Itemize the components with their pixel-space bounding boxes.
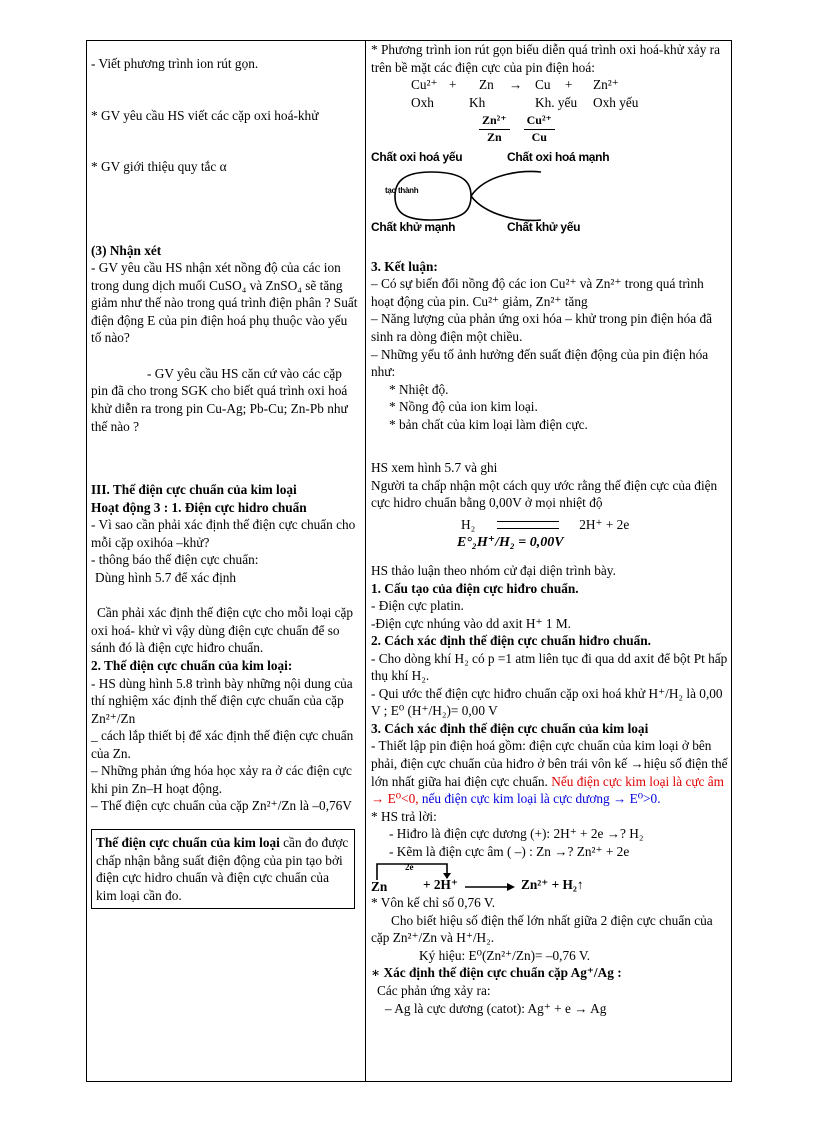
voltmeter-reading: * Vôn kế chỉ số 0,76 V. bbox=[371, 895, 496, 911]
redox-pairs bbox=[371, 113, 729, 146]
role-kh-yeu: Kh. yếu bbox=[535, 94, 578, 110]
c1-acid: -Điện cực nhúng vào dd axit H⁺ 1 M. bbox=[371, 615, 571, 631]
zinc-reaction bbox=[371, 860, 729, 894]
hydrogen-equilibrium bbox=[371, 516, 729, 534]
ion-roles bbox=[371, 94, 729, 112]
reaction-arrow bbox=[465, 882, 515, 892]
label-strong-oxidant: Chất oxi hoá mạnh bbox=[507, 149, 610, 164]
left-l3: * GV giới thiệu quy tắc α bbox=[91, 159, 227, 175]
pair1-num: Zn²⁺ bbox=[479, 113, 510, 130]
hs-answer-hydrogen: - Hiđro là điện cực dương (+): 2H⁺ + 2e →? H₂ bbox=[389, 826, 644, 842]
zn-products: Zn²⁺ + H₂↑ bbox=[521, 877, 584, 893]
definition-term: Thế điện cực chuẩn của kim loại bbox=[96, 834, 280, 850]
section-III-p2: - thông báo thế điện cực chuẩn: bbox=[91, 552, 259, 568]
section-3-p1: - GV yêu cầu HS nhận xét nồng độ của các ion trong dung dịch muối CuSO₄ và ZnSO₄ sẽ tăng giảm như thế nào trong quá trình điện phân ? Suất điện động E của pin điện hoá phụ thuộc vào yếu tố nào? bbox=[91, 260, 358, 346]
section-3-p2: - GV yêu cầu HS căn cứ vào các cặp pin đã cho trong SGK cho biết quá trình oxi hoá khử diễn ra trong pin Cu-Ag; Pb-Cu; Zn-Pb như thế nào ? bbox=[91, 365, 348, 434]
alpha-rule-diagram bbox=[371, 148, 729, 240]
left-l1: - Viết phương trình ion rút gọn. bbox=[91, 56, 259, 71]
section-2-p3: – Những phản ứng hóa học xảy ra ở các điện cực khi pin Zn–H hoạt động. bbox=[91, 763, 352, 796]
c3-positive-rule: nếu điện cực kim loại là cực dương → E⁰>0. bbox=[421, 791, 661, 807]
alpha-cross-curves bbox=[371, 164, 571, 234]
conclusion-1: – Có sự biến đổi nồng độ các ion Cu²⁺ và Zn²⁺ trong quá trình hoạt động của pin. Cu²⁺ giảm, Zn²⁺ tăng bbox=[371, 276, 704, 309]
c1-platinum: - Điện cực platin. bbox=[371, 598, 464, 614]
teacher-column bbox=[91, 55, 359, 919]
role-oxh-yeu: Oxh yếu bbox=[593, 94, 639, 110]
hs-answer: * HS trả lời: bbox=[371, 808, 437, 824]
equilibrium-arrow bbox=[497, 521, 559, 529]
h2-left: H₂ bbox=[461, 516, 476, 532]
c2-h2-flow: - Cho dòng khí H₂ có p =1 atm liên tục đi qua dd axit để bột Pt hấp thụ khí H₂. bbox=[371, 650, 728, 684]
section-III-title: III. Thế điện cực chuẩn của kim loại bbox=[91, 482, 297, 498]
conclusion-2: – Năng lượng của phản ứng oxi hóa – khử trong pin điện hóa đã sinh ra dòng điện một chiều. bbox=[371, 311, 713, 345]
definition-text: cần đo được chấp nhận bằng suất điện động của pin tạo bởi điện cực hidro chuẩn và điện cực chuẩn của kim loại cần đo. bbox=[96, 834, 349, 903]
hydrogen-e0: E°₂H⁺/H₂ = 0,00V bbox=[457, 534, 564, 550]
lesson-table bbox=[86, 40, 732, 1082]
hs-answer-zinc: - Kẽm là điện cực âm ( –) : Zn →? Zn²⁺ + 2e bbox=[389, 843, 630, 859]
section-3-title: (3) Nhận xét bbox=[91, 242, 162, 258]
section-2-p2: _ cách lắp thiết bị để xác định thế điện cực chuẩn của Zn. bbox=[91, 728, 354, 761]
zn-reactant: Zn bbox=[371, 879, 388, 895]
conclusion-3: – Những yếu tố ảnh hưởng đến suất điện động của pin điện hóa như: bbox=[371, 346, 709, 380]
factor-concentration: * Nồng độ của ion kim loại. bbox=[389, 399, 538, 415]
section-2-p1: - HS dùng hình 5.8 trình bày những nội dung của thí nghiệm xác định thế điện cực chuẩn của cặp Zn²⁺/Zn bbox=[91, 675, 353, 726]
role-oxh: Oxh bbox=[411, 94, 434, 110]
ion-plus2: + bbox=[565, 77, 573, 93]
ion-cu: Cu bbox=[535, 77, 551, 93]
c3-setup: - Thiết lập pin điện hoá gồm: điện cực chuẩn của kim loại ở bên phải, điện cực chuẩn của hiđro ở bên trái vôn kế →hiệu số điện thế lớn nhất giữa hai điện cực chuẩn. Nếu điện cực kim loại là cực âm → E⁰<0, nếu điện cực kim loại là cực dương → E⁰>0. bbox=[371, 738, 728, 807]
section-III-p4: Cần phải xác định thế điện cực cho mỗi loại cặp oxi hoá- khử vì vậy dùng điện cực chuẩn để so sánh đó là điện cực hiđro chuẩn. bbox=[91, 605, 354, 656]
section-2-title: 2. Thế điện cực chuẩn của kim loại: bbox=[91, 658, 293, 674]
hs-discuss: HS thảo luận theo nhóm cử đại diện trình bày. bbox=[371, 562, 616, 578]
label-forms: tạo thành bbox=[385, 185, 419, 195]
ion-arrow: → bbox=[509, 77, 523, 93]
label-strong-reductant: Chất khử mạnh bbox=[371, 219, 456, 234]
silver-reactions: Các phản ứng xảy ra: bbox=[377, 983, 491, 998]
ion-plus1: + bbox=[449, 77, 457, 93]
pair2-num: Cu²⁺ bbox=[524, 113, 555, 130]
potential-difference: Cho biết hiệu số điện thế lớn nhất giữa 2 điện cực chuẩn của cặp Zn²⁺/Zn và H⁺/H₂. bbox=[371, 912, 713, 946]
hs-convention: Người ta chấp nhận một cách quy ước rằng thế điện cực của điện cực hidro chuẩn bằng 0,00V ở mọi nhiệt độ bbox=[371, 477, 718, 511]
ion-cu2: Cu²⁺ bbox=[411, 77, 438, 93]
h2-right: 2H⁺ + 2e bbox=[579, 516, 630, 532]
left-l2: * GV yêu cầu HS viết các cặp oxi hoá-khử bbox=[91, 107, 319, 123]
pair2-den: Cu bbox=[531, 130, 547, 145]
factor-material: * bản chất của kim loại làm điện cực. bbox=[389, 416, 588, 432]
ion-equation bbox=[371, 76, 729, 94]
right-r1: * Phương trình ion rút gọn biểu diễn quá trình oxi hoá-khử xảy ra trên bề mặt các điện cực của pin điện hoá: bbox=[371, 42, 721, 75]
c3-title: 3. Cách xác định thế điện cực chuẩn của kim loại bbox=[371, 720, 649, 736]
silver-cathode: – Ag là cực dương (catot): Ag⁺ + e → Ag bbox=[385, 1000, 607, 1016]
c2-convention: - Qui ước thế điện cực hiđro chuẩn cặp oxi hoá khử H⁺/H₂ là 0,00 V ; E⁰ (H⁺/H₂)= 0,00 V bbox=[371, 685, 723, 719]
factor-temperature: * Nhiệt độ. bbox=[389, 381, 449, 397]
pair1-den: Zn bbox=[486, 130, 502, 145]
c3-negative-rule: Nếu điện cực kim loại là cực âm → E⁰<0, bbox=[371, 773, 725, 807]
h-reactant: + 2H⁺ bbox=[423, 877, 458, 893]
c2-title: 2. Cách xác định thế điện cực chuẩn hiđro chuẩn. bbox=[371, 633, 652, 649]
label-weak-reductant: Chất khử yếu bbox=[507, 219, 581, 234]
zinc-e0: Ký hiệu: E⁰(Zn²⁺/Zn)= –0,76 V. bbox=[419, 947, 591, 963]
section-2-p4: – Thế điện cực chuẩn của cặp Zn²⁺/Zn là –0,76V bbox=[91, 798, 352, 814]
ion-zn: Zn bbox=[479, 77, 494, 93]
activity-3-title: Hoạt động 3 : 1. Điện cực hidro chuẩn bbox=[91, 499, 307, 515]
section-III-p1: - Vì sao cần phải xác định thế điện cực chuẩn cho mỗi cặp oxihóa –khử? bbox=[91, 517, 356, 550]
section-III-p3: Dùng hình 5.7 để xác định bbox=[95, 569, 237, 585]
c1-title: 1. Cấu tạo của điện cực hiđro chuẩn. bbox=[371, 580, 579, 596]
label-weak-oxidant: Chất oxi hoá yếu bbox=[371, 149, 463, 164]
conclusion-title: 3. Kết luận: bbox=[371, 258, 438, 274]
definition-box bbox=[91, 829, 355, 909]
silver-title: ∗ Xác định thế điện cực chuẩn cặp Ag⁺/Ag : bbox=[371, 965, 622, 981]
column-divider bbox=[365, 41, 366, 1081]
student-column bbox=[371, 41, 729, 1017]
hs-observe: HS xem hình 5.7 và ghi bbox=[371, 460, 498, 476]
electron-count: 2e bbox=[405, 862, 414, 873]
role-kh: Kh bbox=[469, 94, 486, 110]
ion-zn2: Zn²⁺ bbox=[593, 77, 619, 93]
